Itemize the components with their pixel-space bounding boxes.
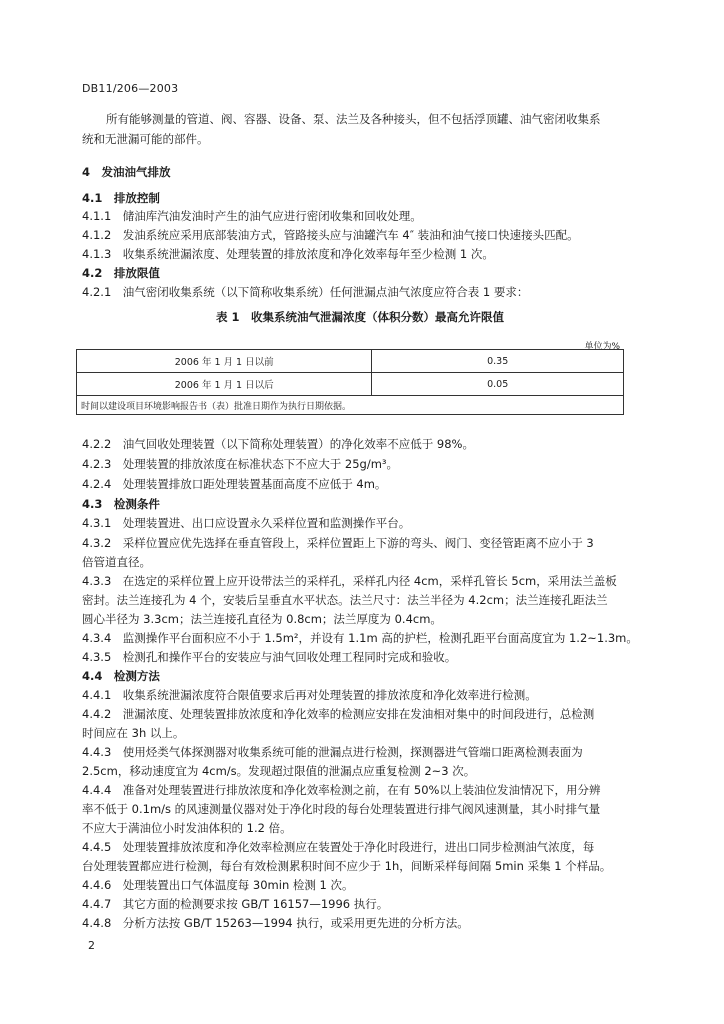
table-caption: 表 1 收集系统油气泄漏浓度（体积分数）最高允许限值 bbox=[215, 310, 504, 324]
clause: 4.2.2 油气回收处理装置（以下简称处理装置）的净化效率不应低于 98%。 bbox=[82, 437, 474, 451]
clause: 4.1.2 发油系统应采用底部装油方式，管路接头应与油罐汽车 4″ 装油和油气接口快速接头匹配。 bbox=[82, 228, 579, 242]
clause-continued: 倍管道直径。 bbox=[82, 555, 151, 569]
clause: 4.4.7 其它方面的检测要求按 GB/T 16157—1996 执行。 bbox=[82, 897, 389, 911]
clause: 4.3.4 监测操作平台面积应不小于 1.5m²，并设有 1.1m 高的护栏，检测孔距平台面高度宜为 1.2~1.3m。 bbox=[82, 631, 638, 645]
table-note-row bbox=[77, 396, 624, 415]
table-row bbox=[77, 373, 624, 396]
clause: 4.2.1 油气密闭收集系统（以下简称收集系统）任何泄漏点油气浓度应符合表 1 要求： bbox=[82, 285, 529, 299]
clause: 4.3.2 采样位置应优先选择在垂直管段上，采样位置距上下游的弯头、阀门、变径管距离不应小于 3 bbox=[82, 536, 594, 550]
table-row bbox=[77, 350, 624, 373]
intro-paragraph-line: 所有能够测量的管道、阀、容器、设备、泵、法兰及各种接头，但不包括浮顶罐、油气密闭收集系 bbox=[106, 112, 601, 126]
section-heading: 4 发油油气排放 bbox=[82, 165, 171, 179]
clause: 4.2.4 处理装置排放口距处理装置基面高度不应低于 4m。 bbox=[82, 477, 387, 491]
clause: 4.2.3 处理装置的排放浓度在标准状态下不应大于 25g/m³。 bbox=[82, 457, 399, 471]
table-note: 时间以建设项目环境影响报告书（表）批准日期作为执行日期依据。 bbox=[77, 396, 624, 415]
clause: 4.1.1 储油库汽油发油时产生的油气应进行密闭收集和回收处理。 bbox=[82, 209, 422, 223]
clause-continued: 率不低于 0.1m/s 的风速测量仪器对处于净化时段的每台处理装置进行排气阀风速测量，其小时排气量 bbox=[82, 802, 601, 816]
clause-continued: 圆心半径为 3.3cm；法兰连接孔直径为 0.8cm；法兰厚度为 0.4cm。 bbox=[82, 612, 442, 626]
intro-paragraph-line: 统和无泄漏可能的部件。 bbox=[82, 132, 209, 146]
clause-continued: 不应大于满油位小时发油体积的 1.2 倍。 bbox=[82, 821, 292, 835]
table-cell-value: 0.35 bbox=[372, 350, 624, 373]
emission-limit-table bbox=[76, 349, 624, 415]
clause: 4.3.1 处理装置进、出口应设置永久采样位置和监测操作平台。 bbox=[82, 516, 411, 530]
clause: 4.4.6 处理装置出口气体温度每 30min 检测 1 次。 bbox=[82, 878, 354, 892]
clause: 4.1.3 收集系统泄漏浓度、处理装置的排放浓度和净化效率每年至少检测 1 次。 bbox=[82, 247, 494, 261]
clause: 4.3.3 在选定的采样位置上应开设带法兰的采样孔，采样孔内径 4cm，采样孔管长 5cm，采用法兰盖板 bbox=[82, 574, 617, 588]
subsection-heading: 4.4 检测方法 bbox=[82, 669, 160, 683]
subsection-heading: 4.3 检测条件 bbox=[82, 497, 160, 511]
table-cell-period: 2006 年 1 月 1 日以前 bbox=[77, 350, 372, 373]
clause: 4.4.1 收集系统泄漏浓度符合限值要求后再对处理装置的排放浓度和净化效率进行检测。 bbox=[82, 688, 537, 702]
table-cell-value: 0.05 bbox=[372, 373, 624, 396]
clause: 4.4.8 分析方法按 GB/T 15263—1994 执行，或采用更先进的分析方法。 bbox=[82, 916, 469, 930]
table-unit: 单位为% bbox=[584, 342, 620, 352]
document-code: DB11/206—2003 bbox=[82, 82, 179, 95]
clause: 4.4.4 准备对处理装置进行排放浓度和净化效率检测之前，在有 50%以上装油位发油情况下，用分辨 bbox=[82, 783, 601, 797]
table-cell-period: 2006 年 1 月 1 日以后 bbox=[77, 373, 372, 396]
clause-continued: 2.5cm，移动速度宜为 4cm/s。发现超过限值的泄漏点应重复检测 2~3 次。 bbox=[82, 764, 476, 778]
clause: 4.4.3 使用烃类气体探测器对收集系统可能的泄漏点进行检测，探测器进气管端口距离检测表面为 bbox=[82, 745, 583, 759]
subsection-heading: 4.1 排放控制 bbox=[82, 191, 160, 205]
clause: 4.3.5 检测孔和操作平台的安装应与油气回收处理工程同时完成和验收。 bbox=[82, 650, 457, 664]
clause-continued: 台处理装置都应进行检测，每台有效检测累积时间不应少于 1h，间断采样每间隔 5min 采集 1 个样品。 bbox=[82, 859, 612, 873]
clause: 4.4.5 处理装置排放浓度和净化效率检测应在装置处于净化时段进行，进出口同步检测油气浓度，每 bbox=[82, 840, 595, 854]
clause-continued: 密封。法兰连接孔为 4 个，安装后呈垂直水平状态。法兰尺寸：法兰半径为 4.2cm；法兰连接孔距法兰 bbox=[82, 593, 608, 607]
clause-continued: 时间应在 3h 以上。 bbox=[82, 726, 185, 740]
subsection-heading: 4.2 排放限值 bbox=[82, 266, 160, 280]
clause: 4.4.2 泄漏浓度、处理装置排放浓度和净化效率的检测应安排在发油相对集中的时间段进行，总检测 bbox=[82, 707, 595, 721]
page-number: 2 bbox=[88, 939, 95, 952]
